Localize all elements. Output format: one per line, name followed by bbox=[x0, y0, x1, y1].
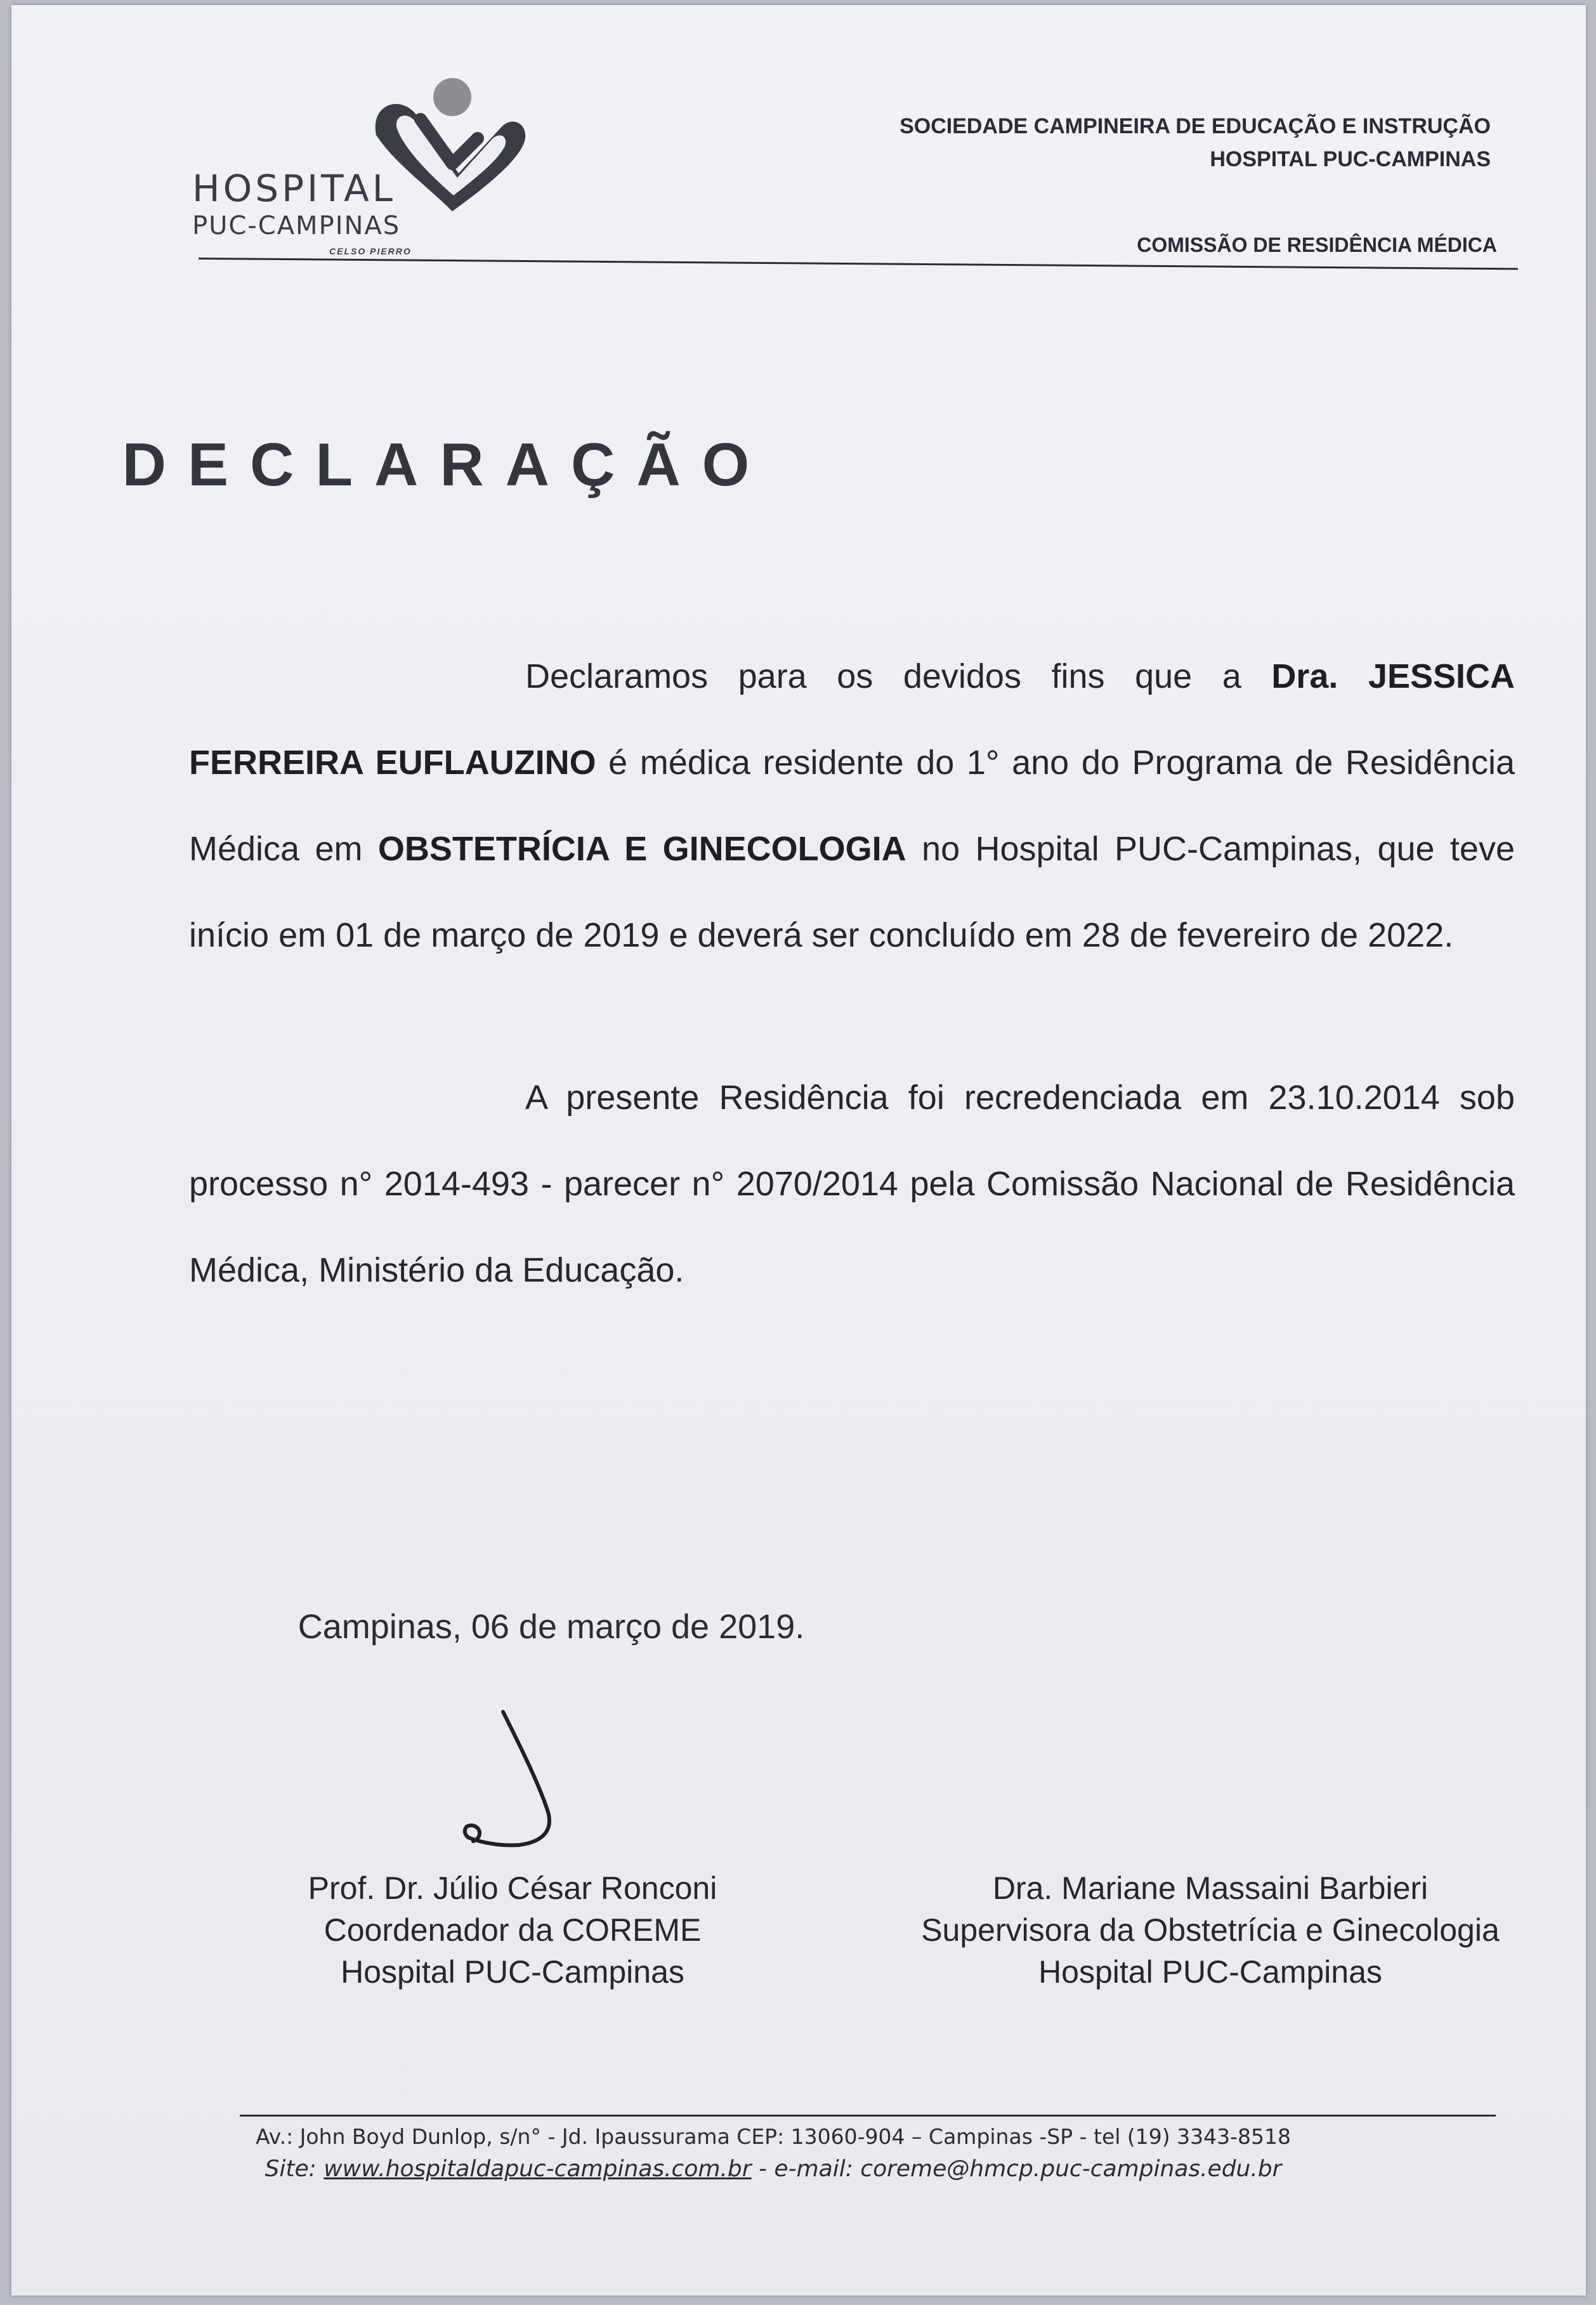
site-label: Site: bbox=[265, 2156, 317, 2182]
document-body bbox=[189, 633, 1515, 1313]
email-link[interactable]: coreme@hmcp.puc-campinas.edu.br bbox=[860, 2156, 1282, 2182]
signer-right-org: Hospital PUC-Campinas bbox=[1038, 1954, 1382, 1990]
hospital-logo bbox=[192, 69, 547, 278]
email-label: e-mail: bbox=[774, 2156, 853, 2182]
footer-address: Av.: John Boyd Dunlop, s/n° - Jd. Ipaussurama CEP: 13060-904 – Campinas -SP - tel (19) 3343-8518 bbox=[255, 2124, 1292, 2149]
signer-right-role: Supervisora da Obstetrícia e Ginecologia bbox=[921, 1912, 1500, 1948]
org-line-1: SOCIEDADE CAMPINEIRA DE EDUCAÇÃO E INSTRUÇÃO bbox=[899, 114, 1491, 138]
resident-name: Dra. JESSICA FERREIRA EUFLAUZINO bbox=[189, 657, 1515, 782]
organization-header bbox=[899, 110, 1491, 176]
signer-left-name: Prof. Dr. Júlio César Ronconi bbox=[308, 1870, 717, 1906]
paragraph-2: A presente Residência foi recredenciada em 23.10.2014 sob processo n° 2014-493 - parecer n° 2070/2014 pela Comissão Nacional de Residência Médica, Ministério da Educação. bbox=[189, 1079, 1515, 1289]
document-title-wrap bbox=[11, 430, 1586, 500]
program-name: OBSTETRÍCIA E GINECOLOGIA bbox=[377, 830, 906, 868]
signer-left-org: Hospital PUC-Campinas bbox=[341, 1954, 684, 1990]
footer-contact bbox=[11, 2156, 1586, 2182]
p1-end: no Hospital PUC-Campinas, que teve início em 01 de março de 2019 e deverá ser concluído em 28 de fevereiro de 2022. bbox=[189, 830, 1515, 954]
logo-puc-campinas-text: PUC-CAMPINAS bbox=[192, 211, 401, 240]
footer-separator: - bbox=[758, 2156, 775, 2182]
footer-address-wrap bbox=[11, 2124, 1586, 2149]
logo-hospital-text: HOSPITAL bbox=[192, 167, 396, 210]
commission-header: COMISSÃO DE RESIDÊNCIA MÉDICA bbox=[1137, 233, 1497, 256]
signer-right-name: Dra. Mariane Massaini Barbieri bbox=[992, 1870, 1429, 1906]
footer-divider bbox=[240, 2115, 1496, 2117]
signer-left-role: Coordenador da COREME bbox=[324, 1912, 702, 1948]
logo-celso-pierro-text: CELSO PIERRO bbox=[329, 246, 412, 256]
signature-block-right bbox=[874, 1867, 1547, 1993]
paragraph-1 bbox=[189, 633, 1515, 978]
dateline-wrap bbox=[11, 1607, 1586, 1646]
document-title: DECLARAÇÃO bbox=[122, 431, 771, 499]
dateline: Campinas, 06 de março de 2019. bbox=[298, 1608, 805, 1646]
site-link[interactable]: www.hospitaldapuc-campinas.com.br bbox=[324, 2156, 752, 2182]
org-line-2: HOSPITAL PUC-CAMPINAS bbox=[1210, 147, 1491, 171]
signature-block-left bbox=[221, 1867, 804, 1993]
p1-intro: Declaramos para os devidos fins que a bbox=[525, 657, 1272, 695]
p1-mid: é médica residente do 1° ano do Programa de Residência Médica em bbox=[189, 744, 1515, 868]
handwritten-signature bbox=[443, 1705, 608, 1870]
document-page bbox=[11, 5, 1586, 2295]
